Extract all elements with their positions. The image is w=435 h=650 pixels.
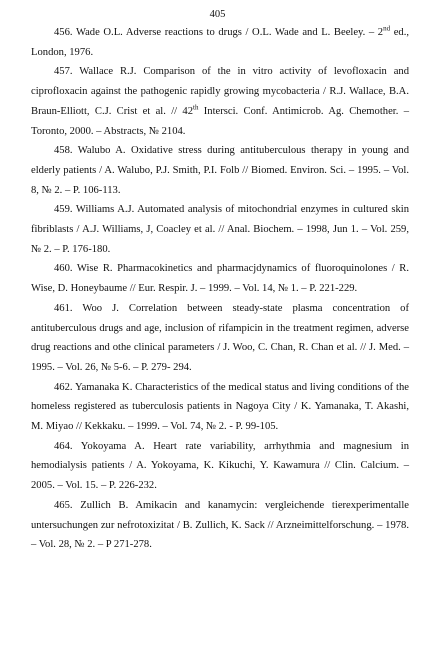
reference-item-461: 461. Woo J. Correlation between steady-state plasma concentration of antituberculous drugs and age, inclusion of rifampicin in the treatment regimen, adverse drug reactions and othe clinical parameters / J. Woo, C. Chan, R. Chan et al. // J. Med. – 1995. – Vol. 26, № 5-6. – P. 279- 294. <box>31 302 409 373</box>
page-number: 405 <box>209 9 226 20</box>
reference-list <box>31 23 409 555</box>
reference-item-460: 460. Wise R. Pharmacokinetics and pharmacjdynamics of fluoroquinolones / R. Wise, D. Honeybaume // Eur. Respir. J. – 1999. – Vol. 14, № 1. – P. 221-229. <box>31 263 409 295</box>
reference-item-459: 459. Williams A.J. Automated analysis of mitochondrial enzymes in cultured skin fibriblasts / A.J. Williams, J, Coacley et al. // Anal. Biochem. – 1998, Jun 1. – Vol. 259, № 2. – P. 176-180. <box>31 204 409 255</box>
reference-item-465: 465. Zullich B. Amikacin and kanamycin: vergleichende tierexperimentalle untersuchungen zur nefrotoxizitat / B. Zullich, K. Sack // Arzneimittelforschung. – 1978. – Vol. 28, № 2. – P 271-278. <box>31 499 409 551</box>
reference-item-464: 464. Yokoyama A. Heart rate variability, arrhythmia and magnesium in hemodialysis patients / A. Yokoyama, K. Kikuchi, Y. Kawamura // Clin. Calcium. – 2005. – Vol. 15. – P. 226-232. <box>31 440 409 492</box>
reference-item-462: 462. Yamanaka K. Characteristics of the medical status and living conditions of the homeless registered as tuberculosis patients in Nagoya City / K. Yamanaka, T. Akashi, M. Miyao // Kekkaku. – 1999. – Vol. 74, № 2. - P. 99-105. <box>31 381 409 433</box>
reference-item-456: 456. Wade O.L. Adverse reactions to drugs / O.L. Wade and L. Beeley. – 2nd ed., London, 1976. <box>31 24 409 58</box>
reference-item-457: 457. Wallace R.J. Comparison of the in vitro activity of levofloxacin and ciprofloxacin against the pathogenic rapidly growing mycobacteria / R.J. Wallace, B.A. Braun-Elliott, C.J. Crist et al. // 42th Intersci. Conf. Antimicrob. Ag. Chemother. – Toronto, 2000. – Abstracts, № 2104. <box>31 66 409 137</box>
reference-item-458: 458. Walubo A. Oxidative stress during antituberculous therapy in young and elderly patients / A. Walubo, P.J. Smith, P.I. Folb // Biomed. Environ. Sci. – 1995. – Vol. 8, № 2. – P. 106-113. <box>31 145 409 196</box>
